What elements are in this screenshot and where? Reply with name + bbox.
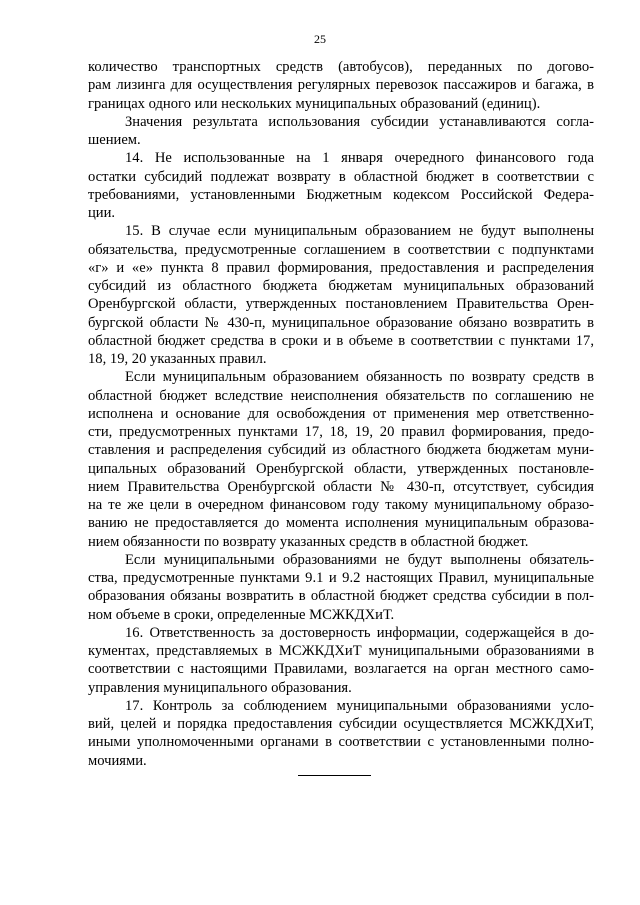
paragraph-line: Значения результата использования субсидии устанавливаются согла- <box>125 113 594 130</box>
paragraph-line: Если муниципальными образованиями не будут выполнены обязатель- <box>125 551 594 568</box>
paragraph-line: управления муниципального образования. <box>88 679 352 696</box>
paragraph-line: обязательства, предусмотренные соглашением в соответствии с подпунктами <box>88 241 594 258</box>
paragraph <box>88 624 594 697</box>
paragraph-line: нием Правительства Оренбургской области № 430-п, отсутствует, субсидия <box>88 478 594 495</box>
paragraph-line: образования обязаны возвратить в областной бюджет средства субсидии в пол- <box>88 588 594 605</box>
document-body <box>88 58 594 770</box>
paragraph-line: ном объеме в сроки, определенные МСЖКДХиТ. <box>88 606 395 623</box>
paragraph-line: вий, целей и порядка предоставления субсидии осуществляется МСЖКДХиТ, <box>88 716 594 732</box>
paragraph-line: ставления и распределения субсидий из областного бюджета бюджетам муни- <box>88 442 594 459</box>
paragraph-line: кументах, представляемых в МСЖКДХиТ муниципальными образованиями в <box>88 643 594 659</box>
paragraph-line: ства, предусмотренные пунктами 9.1 и 9.2 настоящих Правил, муниципальные <box>88 570 594 586</box>
paragraph-line: соответствии с настоящими Правилами, возлагается на орган местного само- <box>88 661 594 678</box>
paragraph-line: на те же цели в очередном финансовом году такому муниципальному образо- <box>88 497 594 513</box>
paragraph-line: остатки субсидий подлежат возврату в областной бюджет в соответствии с <box>88 168 594 185</box>
paragraph-line: ванию не предоставляется до момента исполнения муниципальным образова- <box>88 515 594 532</box>
paragraph-line: количество транспортных средств (автобусов), переданных по догово- <box>88 59 594 75</box>
paragraph-line: ции. <box>88 205 116 221</box>
paragraph-line: бургской области № 430-п, муниципальное образование обязано возвратить в <box>88 314 594 331</box>
paragraph-line: исполнена и основание для освобождения от применения мер ответственно- <box>88 405 594 422</box>
paragraph-line: требованиями, установленными Бюджетным кодексом Российской Федера- <box>88 186 594 203</box>
paragraph-line: 17. Контроль за соблюдением муниципальными образованиями усло- <box>125 697 594 714</box>
paragraph <box>88 368 594 551</box>
paragraph-line: областной бюджет вследствие неисполнения обязательств по соглашению не <box>88 387 594 404</box>
paragraph <box>88 58 594 113</box>
paragraph-line: областной бюджет средства в сроки и в объеме в соответствии с пунктами 17, <box>88 332 594 349</box>
paragraph-line: границах одного или нескольких муниципальных образований (единиц). <box>88 95 541 112</box>
page-number: 25 <box>314 32 326 46</box>
paragraph-line: нием обязанности по возврату указанных средств в областной бюджет. <box>88 533 529 550</box>
paragraph-line: 14. Не использованные на 1 января очередного финансового года <box>125 150 594 167</box>
paragraph <box>88 551 594 624</box>
paragraph-line: субсидий из областного бюджета бюджетам муниципальных образований <box>88 278 594 294</box>
paragraph-line: рам лизинга для осуществления регулярных перевозок пассажиров и багажа, в <box>88 77 594 94</box>
paragraph-line: Если муниципальным образованием обязанность по возврату средств в <box>125 369 594 386</box>
paragraph <box>88 113 594 150</box>
paragraph-line: иными уполномоченными органами в соответствии с установленными полно- <box>88 734 594 751</box>
paragraph-line: 15. В случае если муниципальным образованием не будут выполнены <box>125 223 594 240</box>
end-divider-line <box>298 775 371 776</box>
paragraph-line: сти, предусмотренных пунктами 17, 18, 19, 20 правил формирования, предо- <box>88 424 594 440</box>
paragraph <box>88 697 594 770</box>
paragraph-line: мочиями. <box>88 752 147 769</box>
paragraph-line: «г» и «е» пункта 8 правил формирования, предоставления и распределения <box>88 259 594 276</box>
paragraph <box>88 149 594 222</box>
paragraph-line: 18, 19, 20 указанных правил. <box>88 351 267 367</box>
paragraph-line: ципальных образований Оренбургской области, утвержденных постановле- <box>88 460 594 477</box>
paragraph-line: шением. <box>88 132 141 148</box>
paragraph-line: 16. Ответственность за достоверность информации, содержащейся в до- <box>125 624 594 641</box>
paragraph-line: Оренбургской области, утвержденных постановлением Правительства Орен- <box>88 296 594 313</box>
paragraph <box>88 222 594 368</box>
